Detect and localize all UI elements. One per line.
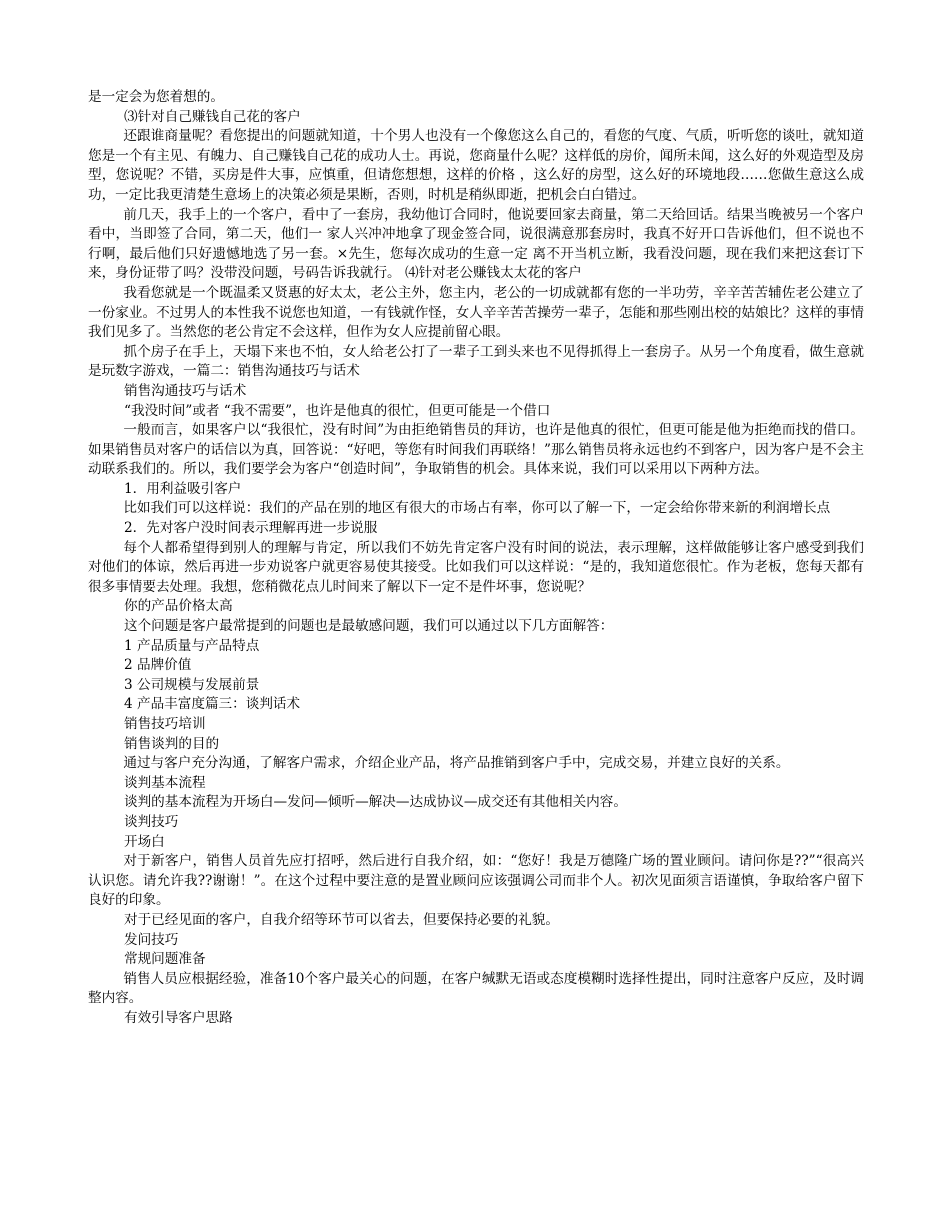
- paragraph: 抓个房子在手上，天塌下来也不怕，女人给老公打了一辈子工到头来也不见得抓得上一套房子。从另一个角度看，做生意就是玩数字游戏，一篇二：销售沟通技巧与话术: [88, 343, 864, 380]
- paragraph: 每个人都希望得到别人的理解与肯定，所以我们不妨先肯定客户没有时间的说法，表示理解，这样做能够让客户感受到我们对他们的体谅，然后再进一步劝说客户就更容易使其接受。比如我们可以这样说：“是的，我知道您很忙。作为老板，您每天都有很多事情要去处理。我想，您稍微花点儿时间来了解以下一定不是件坏事，您说呢？: [88, 539, 864, 595]
- list-item: 4 产品丰富度篇三：谈判话术: [124, 696, 301, 713]
- list-item: 2 品牌价值: [124, 657, 192, 674]
- paragraph: 是一定会为您着想的。: [88, 89, 224, 105]
- paragraph: 谈判的基本流程为开场白—发问—倾听—解决—达成协议—成交还有其他相关内容。: [124, 794, 627, 811]
- paragraph: 这个问题是客户最常提到的问题也是最敏感问题，我们可以通过以下几方面解答：: [124, 618, 614, 635]
- section-heading: 发问技巧: [124, 931, 179, 948]
- section-heading: 常规问题准备: [124, 951, 206, 968]
- section-heading: 你的产品价格太高: [124, 598, 233, 615]
- paragraph: 对于新客户，销售人员首先应打招呼，然后进行自我介绍，如：“您好！我是万德隆广场的置业顾问。请问你是??”“很高兴认识您。请允许我??谢谢！”。在这个过程中要注意的是置业顾问应该强调公司而非个人。初次见面须言语谨慎，争取给客户留下良好的印象。: [88, 853, 864, 909]
- paragraph: 一般而言，如果客户以“我很忙，没有时间”为由拒绝销售员的拜访，也许是他真的很忙，但更可能是他为拒绝而找的借口。如果销售员对客户的话信以为真，回答说：“好吧，等您有时间我们再联络！”那么销售员将永远也约不到客户，因为客户是不会主动联系我们的。所以，我们要学会为客户“创造时间”，争取销售的机会。具体来说，我们可以采用以下两种方法。: [88, 422, 864, 478]
- list-item: 1．用利益吸引客户: [124, 480, 242, 497]
- paragraph: 我看您就是一个既温柔又贤惠的好太太，老公主外，您主内，老公的一切成就都有您的一半功劳，辛辛苦苦辅佐老公建立了一份家业。不过男人的本性我不说您也知道，一有钱就作怪，女人辛辛苦苦操劳一辈子，怎能和那些刚出校的姑娘比？这样的事情我们见多了。当然您的老公肯定不会这样，但作为女人应提前留心眼。: [88, 284, 864, 341]
- list-item: 3 公司规模与发展前景: [124, 676, 260, 693]
- section-heading: “我没时间”或者 “我不需要”，也许是他真的很忙，但更可能是一个借口: [124, 402, 551, 419]
- paragraph: 销售人员应根据经验，准备10个客户最关心的问题，在客户缄默无语或态度模糊时选择性提出，同时注意客户反应，及时调整内容。: [88, 970, 864, 1007]
- section-heading: 销售沟通技巧与话术: [124, 382, 247, 399]
- document-body: [88, 88, 864, 1029]
- paragraph: 比如我们可以这样说：我们的产品在别的地区有很大的市场占有率，你可以了解一下，一定会给你带来新的利润增长点: [123, 500, 831, 517]
- paragraph: 前几天，我手上的一个客户，看中了一套房，我幼他订合同时，他说要回家去商量，第二天给回话。结果当晚被另一个客户看中，当即签了合同，第二天，他们一 家人兴冲冲地拿了现金签合同，说很满意那套房时，我真不好开口告诉他们，但不说也不行啊，最后他们只好遗憾地选了另一套。×先生，您每次成功的生意一定 离不开当机立断，我看没问题，现在我们来把这套订下来，身份证带了吗？没带没问题，号码告诉我就行。 ⑷针对老公赚钱太太花的客户: [88, 206, 864, 282]
- section-heading: 谈判技巧: [124, 813, 179, 830]
- section-heading: 开场白: [124, 833, 165, 850]
- section-heading: 销售谈判的目的: [124, 735, 220, 752]
- list-item: 2．先对客户没时间表示理解再进一步说服: [124, 520, 378, 537]
- paragraph: 通过与客户充分沟通，了解客户需求，介绍企业产品，将产品推销到客户手中，完成交易，并建立良好的关系。: [123, 755, 790, 772]
- section-heading: 销售技巧培训: [124, 716, 206, 732]
- paragraph: 对于已经见面的客户，自我介绍等环节可以省去，但要保持必要的礼貌。: [124, 911, 559, 928]
- section-heading: ⑶针对自己赚钱自己花的客户: [124, 108, 301, 125]
- section-heading: 谈判基本流程: [124, 774, 206, 791]
- list-item: 1 产品质量与产品特点: [124, 637, 260, 654]
- section-heading: 有效引导客户思路: [124, 1009, 233, 1026]
- paragraph: 还跟谁商量呢？看您提出的问题就知道，十个男人也没有一个像您这么自己的，看您的气度、气质，听听您的谈吐，就知道您是一个有主见、有魄力、自己赚钱自己花的成功人士。再说，您商量什么呢？这样低的房价，闻所未闻，这么好的外观造型及房型，您说呢？不错，买房是件大事，应慎重，但请您想想，这样的价格 ，这么好的房型，这么好的环境地段……您做生意这么成功，一定比我更清楚生意场上的决策必须是果断，否则，时机是稍纵即逝，把机会白白错过。: [88, 128, 864, 203]
